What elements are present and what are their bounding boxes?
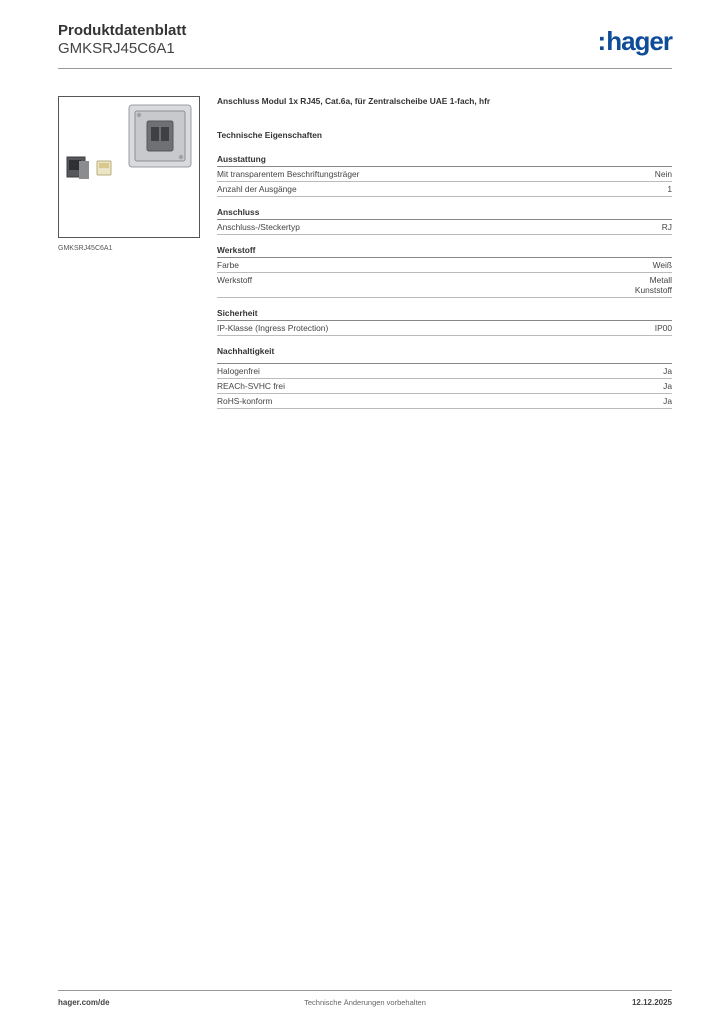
logo-text: hager <box>606 26 672 56</box>
table-row <box>217 258 672 273</box>
row-label: Farbe <box>217 260 239 270</box>
table-row <box>217 273 672 298</box>
table-row <box>217 321 672 336</box>
row-label: Anschluss-/Steckertyp <box>217 222 300 232</box>
table-row <box>217 394 672 409</box>
footer-notice: Technische Änderungen vorbehalten <box>304 998 426 1007</box>
table-row <box>217 167 672 182</box>
row-value: Nein <box>654 169 672 179</box>
footer-divider <box>58 990 672 991</box>
group-title: Nachhaltigkeit <box>217 346 672 364</box>
row-label: Anzahl der Ausgänge <box>217 184 297 194</box>
footer-date: 12.12.2025 <box>631 998 672 1007</box>
group-werkstoff <box>217 245 672 298</box>
table-row <box>217 182 672 197</box>
row-label: IP-Klasse (Ingress Protection) <box>217 323 329 333</box>
row-label: REACh-SVHC frei <box>217 381 285 391</box>
row-value: Ja <box>663 366 672 376</box>
group-nachhaltigkeit <box>217 346 672 409</box>
row-value: Ja <box>663 381 672 391</box>
group-title: Anschluss <box>217 207 672 220</box>
table-row <box>217 220 672 235</box>
product-image <box>58 96 200 238</box>
group-ausstattung <box>217 154 672 197</box>
header-divider <box>58 68 672 69</box>
rj45-module-image-icon <box>59 97 199 237</box>
group-title: Ausstattung <box>217 154 672 167</box>
logo-mark-icon: : <box>597 26 606 56</box>
product-description: Anschluss Modul 1x RJ45, Cat.6a, für Zentralscheibe UAE 1-fach, hfr <box>217 96 491 106</box>
footer-website-link[interactable]: hager.com/de <box>58 998 110 1007</box>
row-value: Weiß <box>652 260 672 270</box>
group-sicherheit <box>217 308 672 336</box>
row-value: 1 <box>667 184 672 194</box>
group-title: Werkstoff <box>217 245 672 258</box>
section-title: Technische Eigenschaften <box>217 130 323 140</box>
table-row <box>217 379 672 394</box>
row-value: Ja <box>663 396 672 406</box>
group-title: Sicherheit <box>217 308 672 321</box>
row-value-multi <box>635 275 672 295</box>
hager-logo <box>598 26 672 57</box>
product-details <box>217 96 672 419</box>
image-caption: GMKSRJ45C6A1 <box>58 245 113 252</box>
row-label: Werkstoff <box>217 275 253 285</box>
page-title: Produktdatenblatt <box>58 22 187 39</box>
row-value: RJ <box>661 222 672 232</box>
row-label: Mit transparentem Beschriftungsträger <box>217 169 360 179</box>
row-value: Metall <box>649 275 672 285</box>
row-value-2: Kunststoff <box>634 285 672 295</box>
group-anschluss <box>217 207 672 235</box>
product-code: GMKSRJ45C6A1 <box>58 40 175 57</box>
row-label: Halogenfrei <box>217 366 260 376</box>
row-value: IP00 <box>654 323 672 333</box>
row-label: RoHS-konform <box>217 396 273 406</box>
table-row <box>217 364 672 379</box>
